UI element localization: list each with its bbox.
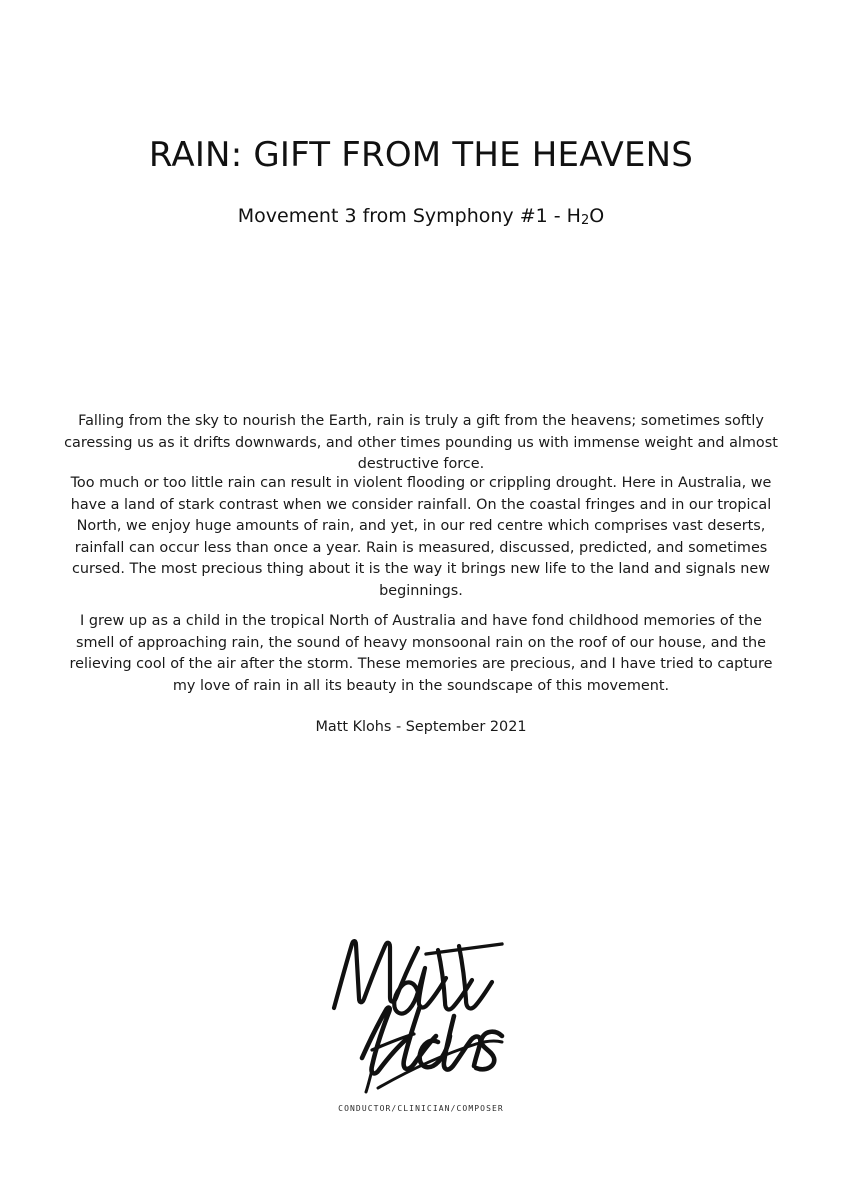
author-signoff: Matt Klohs - September 2021 — [315, 719, 527, 735]
matt-klohs-signature-icon — [326, 920, 516, 1095]
body-paragraph: Falling from the sky to nourish the Earth, rain is truly a gift from the heavens; sometimes softly caressing us as it drifts downwards, and other times pounding us with immense weight and almost destructive force. — [64, 413, 778, 473]
subtitle-text-before: Movement 3 from Symphony #1 - H — [237, 205, 581, 227]
subtitle-subscript: 2 — [580, 213, 590, 228]
page-title: RAIN: GIFT FROM THE HEAVENS — [148, 134, 694, 175]
logo-container — [0, 920, 842, 1099]
body-paragraph: Too much or too little rain can result in violent flooding or crippling drought. Here in Australia, we have a land of stark contrast when we consider rainfall. On the coastal fringes and in our tropical North, we enjoy huge amounts of rain, and yet, in our red centre which comprises vast deserts, rainfall can occur less than once a year. Rain is measured, discussed, predicted, and sometimes cursed. The most precious thing about it is the way it brings new life to the land and signals new beginnings. — [70, 475, 772, 599]
body-paragraph: I grew up as a child in the tropical North of Australia and have fond childhood memories of the smell of approaching rain, the sound of heavy monsoonal rain on the roof of our house, and the relieving cool of the air after the storm. These memories are precious, and I have tried to capture my love of rain in all its beauty in the soundscape of this movement. — [69, 613, 773, 694]
subtitle-text-after: O — [589, 205, 605, 227]
page-subtitle — [0, 205, 842, 227]
logo-caption: CONDUCTOR/CLINICIAN/COMPOSER — [338, 1104, 504, 1113]
